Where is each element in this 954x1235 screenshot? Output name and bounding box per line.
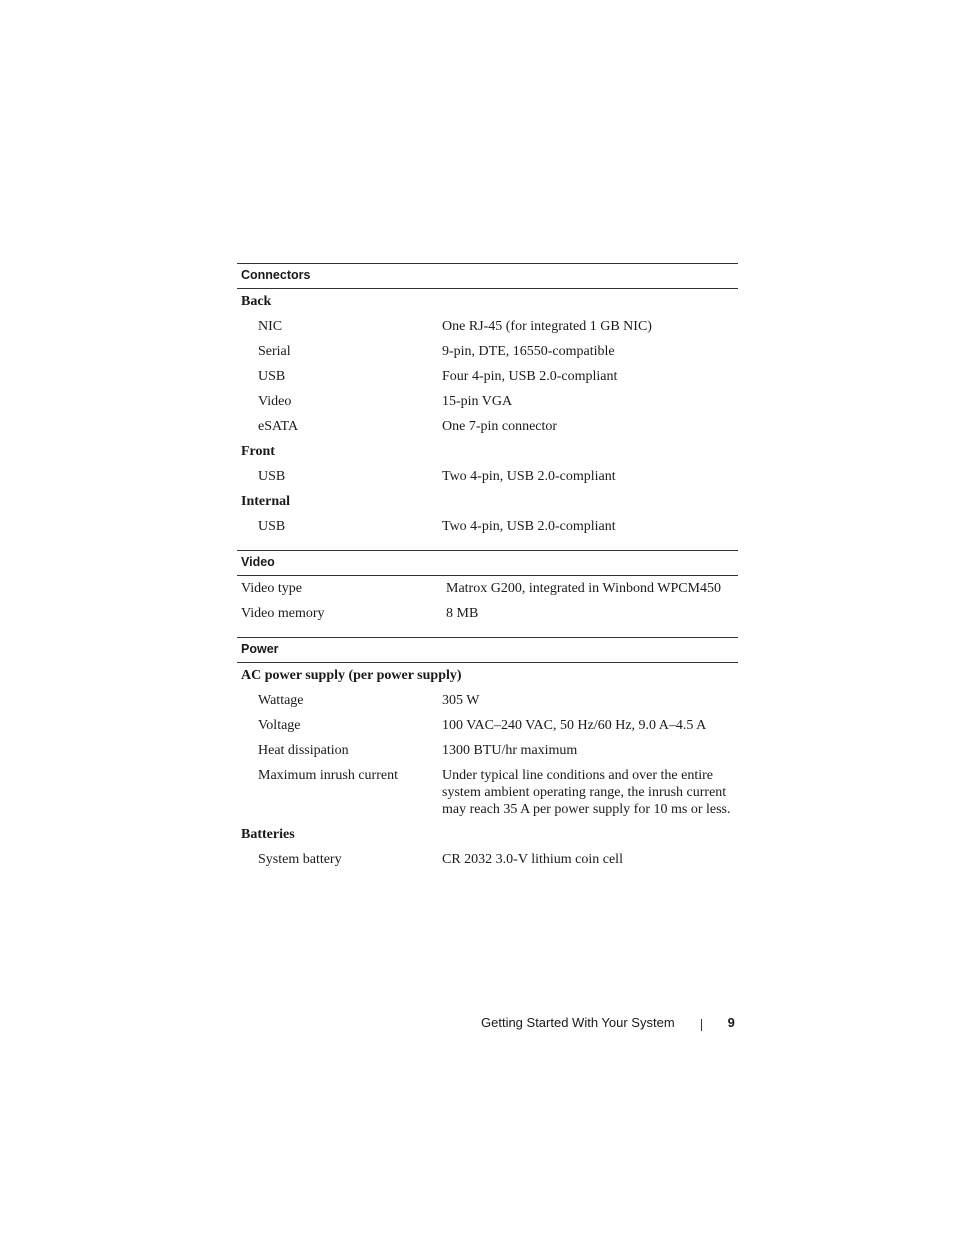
spec-value: Four 4-pin, USB 2.0-compliant — [442, 369, 618, 384]
spec-row — [237, 364, 738, 389]
page-footer — [481, 1015, 735, 1030]
spec-value: Two 4-pin, USB 2.0-compliant — [442, 469, 616, 484]
page-number: 9 — [727, 1015, 735, 1030]
spec-value: One 7-pin connector — [442, 419, 558, 434]
group-heading: AC power supply (per power supply) — [241, 668, 462, 683]
spec-label: Heat dissipation — [258, 743, 349, 758]
spec-row — [237, 713, 738, 738]
spec-label: Video memory — [241, 606, 325, 621]
spec-value: Under typical line conditions and over the entire system ambient operating range, the inrush current may reach 35 A per power supply for 10 ms or less. — [442, 768, 731, 817]
spec-value: CR 2032 3.0-V lithium coin cell — [442, 852, 623, 867]
spec-value: 305 W — [442, 693, 480, 708]
spec-label: System battery — [258, 852, 342, 867]
spec-value: 9-pin, DTE, 16550-compatible — [442, 344, 615, 359]
footer-title: Getting Started With Your System — [481, 1015, 675, 1030]
spec-label: Video type — [241, 581, 302, 596]
spec-label: Serial — [258, 344, 291, 359]
group-heading: Front — [241, 444, 275, 459]
spec-row — [237, 339, 738, 364]
spec-value: 15-pin VGA — [442, 394, 513, 409]
spec-row — [237, 601, 738, 626]
spec-value: 100 VAC–240 VAC, 50 Hz/60 Hz, 9.0 A–4.5 A — [442, 718, 707, 733]
spec-row — [237, 464, 738, 489]
spec-label: eSATA — [258, 419, 299, 434]
section-heading: Power — [237, 637, 738, 663]
spec-row — [237, 414, 738, 439]
spec-label: USB — [258, 469, 286, 484]
group-heading: Internal — [241, 494, 290, 509]
section-heading: Connectors — [237, 263, 738, 289]
spec-label: NIC — [258, 319, 283, 334]
spec-label: Maximum inrush current — [258, 768, 398, 783]
spec-label: Voltage — [258, 718, 301, 733]
spec-table — [237, 263, 738, 883]
spec-row — [237, 847, 738, 872]
spec-row — [237, 514, 738, 539]
group-heading: Back — [241, 294, 272, 309]
footer-divider — [701, 1019, 702, 1031]
spec-row — [237, 389, 738, 414]
spec-label: Video — [258, 394, 292, 409]
spec-value: 1300 BTU/hr maximum — [442, 743, 578, 758]
video-section — [237, 550, 738, 626]
spec-label: Wattage — [258, 693, 304, 708]
spec-row — [237, 688, 738, 713]
section-heading: Video — [237, 550, 738, 576]
spec-label: USB — [258, 369, 286, 384]
spec-value: 8 MB — [446, 606, 479, 621]
spec-row — [237, 576, 738, 601]
spec-value: Two 4-pin, USB 2.0-compliant — [442, 519, 616, 534]
spec-row — [237, 763, 738, 822]
group-heading: Batteries — [241, 827, 295, 842]
spec-row — [237, 738, 738, 763]
spec-value: One RJ-45 (for integrated 1 GB NIC) — [442, 319, 652, 334]
power-section — [237, 637, 738, 872]
spec-label: USB — [258, 519, 286, 534]
connectors-section — [237, 263, 738, 539]
spec-row — [237, 314, 738, 339]
spec-value: Matrox G200, integrated in Winbond WPCM450 — [446, 581, 722, 596]
